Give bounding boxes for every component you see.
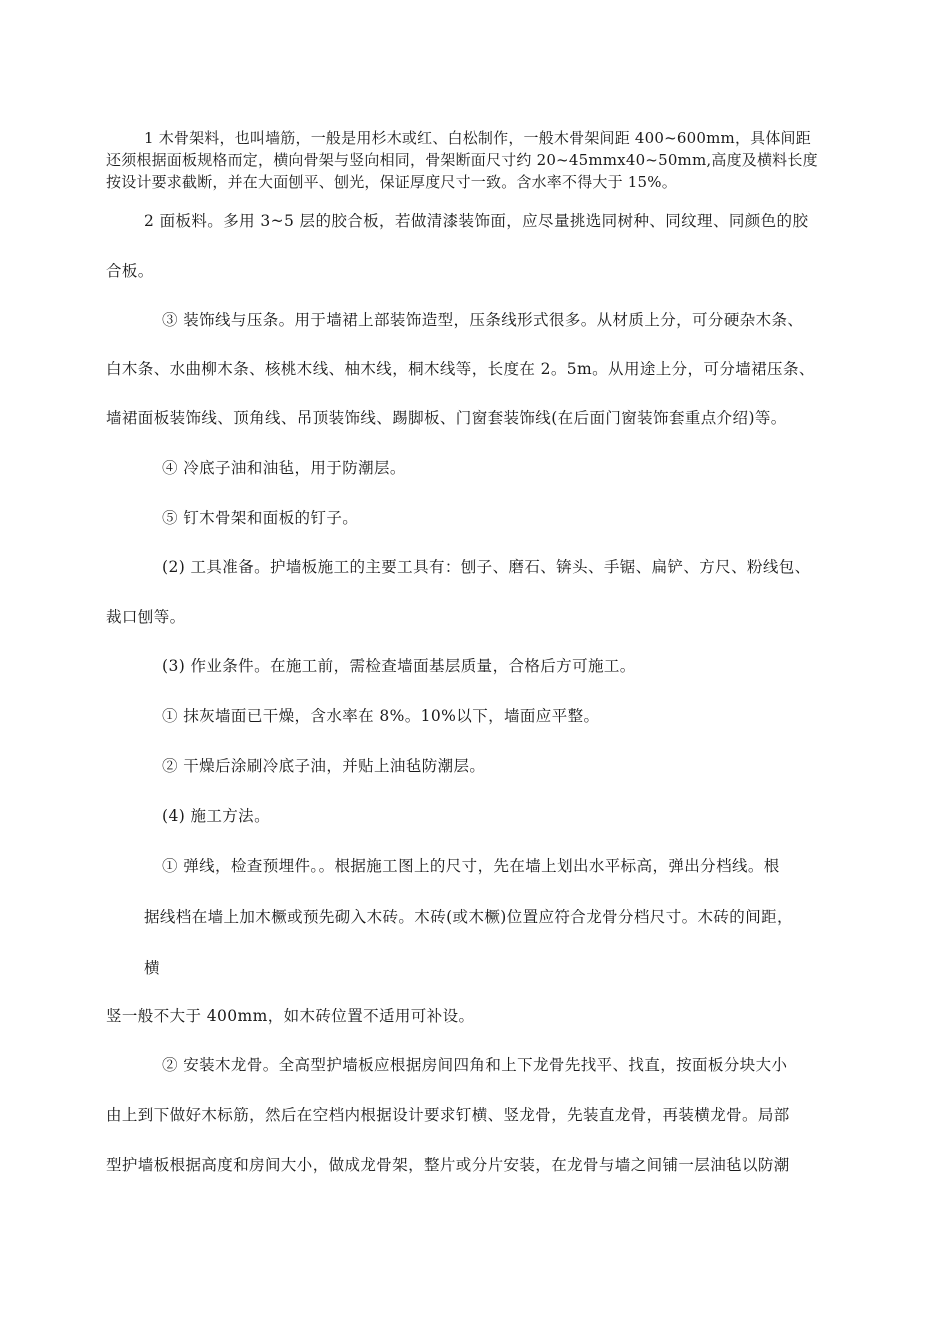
para11-line2: 据线档在墙上加木橛或预先砌入木砖。木砖(或木橛)位置应符合龙骨分档尺寸。木砖的间距， (144, 908, 793, 926)
para11-line4: 竖一般不大于 400mm，如木砖位置不适用可补设。 (106, 1007, 475, 1025)
para3-line2: 白木条、水曲柳木条、核桃木线、柚木线，桐木线等，长度在 2。5m。从用途上分，可分墙裙压条、 (106, 360, 815, 378)
para1-line1: 1 木骨架料，也叫墙筋，一般是用杉木或红、白松制作，一般木骨架间距 400~600mm，具体间距 (144, 129, 811, 147)
para8: ① 抹灰墙面已干燥，含水率在 8%。10%以下，墙面应平整。 (162, 707, 600, 725)
para1-line3: 按设计要求截断，并在大面刨平、刨光，保证厚度尺寸一致。含水率不得大于 15%。 (106, 173, 677, 191)
para3-line1: ③ 装饰线与压条。用于墙裙上部装饰造型，压条线形式很多。从材质上分，可分硬杂木条、 (162, 311, 804, 329)
para2-line2: 合板。 (106, 262, 154, 280)
para11-line1: ① 弹线，检查预埋件。。根据施工图上的尺寸，先在墙上划出水平标高，弹出分档线。根 (162, 857, 780, 875)
para9: ② 干燥后涂刷冷底子油，并贴上油毡防潮层。 (162, 757, 486, 775)
para12-line1: ② 安装木龙骨。全高型护墙板应根据房间四角和上下龙骨先找平、找直，按面板分块大小 (162, 1056, 788, 1074)
para1-line2: 还须根据面板规格而定，横向骨架与竖向相同，骨架断面尺寸约 20~45mmx40~50mm,高度及横料长度 (106, 151, 818, 169)
para11-line3: 横 (144, 959, 160, 977)
para2-line1: 2 面板料。多用 3~5 层的胶合板，若做清漆装饰面，应尽量挑选同树种、同纹理、同颜色的胶 (144, 212, 809, 230)
para6-line1: (2) 工具准备。护墙板施工的主要工具有：刨子、磨石、锛头、手锯、扁铲、方尺、粉线包、 (162, 558, 811, 576)
para5: ⑤ 钉木骨架和面板的钉子。 (162, 509, 359, 527)
para12-line2: 由上到下做好木标筋，然后在空档内根据设计要求钉横、竖龙骨，先装直龙骨，再装横龙骨。局部 (106, 1106, 790, 1124)
para10: (4) 施工方法。 (162, 807, 270, 825)
para7: (3) 作业条件。在施工前，需检查墙面基层质量，合格后方可施工。 (162, 657, 636, 675)
para6-line2: 裁口刨等。 (106, 608, 186, 626)
para4: ④ 冷底子油和油毡，用于防潮层。 (162, 459, 406, 477)
para3-line3: 墙裙面板装饰线、顶角线、吊顶装饰线、踢脚板、门窗套装饰线(在后面门窗装饰套重点介绍)等。 (106, 409, 787, 427)
para12-line3: 型护墙板根据高度和房间大小，做成龙骨架，整片或分片安装，在龙骨与墙之间铺一层油毡以防潮 (106, 1156, 790, 1174)
